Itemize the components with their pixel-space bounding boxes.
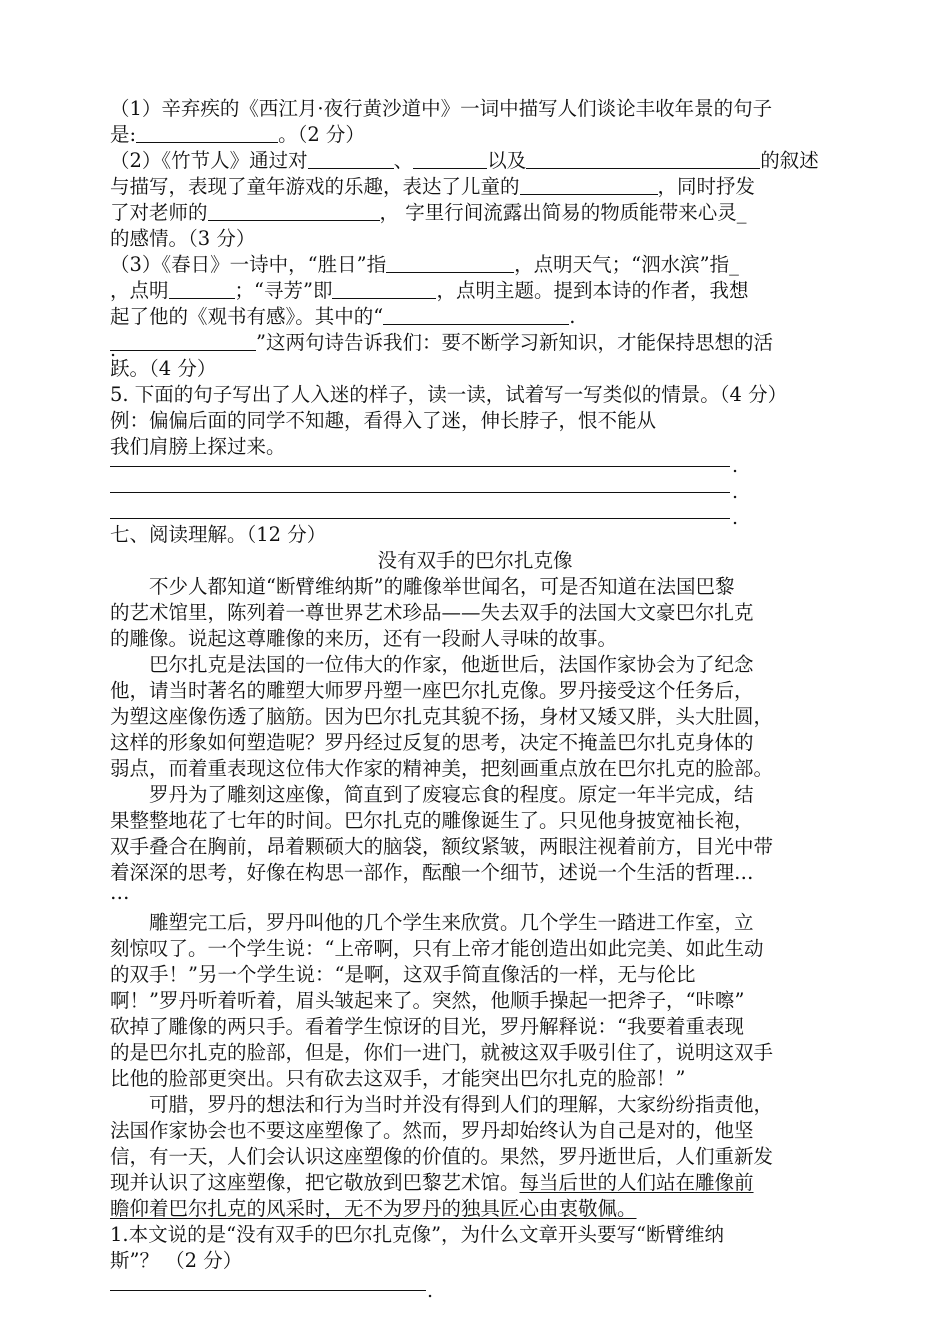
- answer-line[interactable]: [110, 1290, 426, 1291]
- text: （1）辛弃疾的《西江月·夜行黄沙道中》一词中描写人们谈论丰收年景的句子: [110, 97, 773, 120]
- q4-part3-line1: [110, 252, 842, 278]
- article-line: 他，请当时著名的雕塑大师罗丹塑一座巴尔扎克像。罗丹接受这个任务后，: [110, 679, 754, 702]
- question-1-line2: 斯”？ （2 分）: [110, 1249, 243, 1272]
- text: 。（2 分）: [278, 123, 365, 146]
- answer-blank[interactable]: [413, 150, 487, 169]
- text: 的感情。（3 分）: [110, 227, 256, 250]
- answer-blank[interactable]: [308, 150, 394, 169]
- dot-mark: .: [732, 455, 739, 477]
- article-line: 巴尔扎克是法国的一位伟大的作家，他逝世后，法国作家协会为了纪念: [149, 653, 754, 676]
- dot-mark: .: [427, 1280, 434, 1302]
- section-heading: 七、阅读理解。（12 分）: [110, 523, 327, 546]
- article-line: 双手叠合在胸前，昂着颗硕大的脑袋，额纹紧皱，两眼注视着前方，目光中带: [110, 835, 774, 858]
- answer-blank[interactable]: [332, 280, 436, 299]
- q4-part3-line3: [110, 304, 842, 330]
- answer-line[interactable]: [110, 466, 730, 467]
- text: 以及: [487, 149, 527, 172]
- q5-example-line2: 我们肩膀上探过来。: [110, 435, 286, 458]
- underlined-sentence: 瞻仰着巴尔扎克的风采时，无不为罗丹的独具匠心由衷敬佩。: [110, 1197, 637, 1220]
- answer-blank[interactable]: [526, 150, 760, 169]
- text: ，点明: [110, 279, 169, 302]
- article-line: 可腊，罗丹的想法和行为当时并没有得到人们的理解，大家纷纷指责他，: [149, 1093, 774, 1116]
- article-line: 的雕像。说起这尊雕像的来历，还有一段耐人寻味的故事。: [110, 627, 618, 650]
- text: 现并认识了这座塑像，把它敬放到巴黎艺术馆。: [110, 1171, 520, 1194]
- article-line: [110, 1170, 842, 1196]
- text: ， 字里行间流露出简易的物质能带来心灵: [379, 201, 737, 224]
- article-line: 这样的形象如何塑造呢？罗丹经过反复的思考，决定不掩盖巴尔扎克身体的: [110, 731, 754, 754]
- text: _: [736, 201, 747, 224]
- article-line: 信，有一天，人们会认识这座塑像的价值的。果然，罗丹逝世后，人们重新发: [110, 1145, 774, 1168]
- text: 起了他的《观书有感》。其中的“: [110, 305, 384, 328]
- article-line: …: [110, 881, 130, 904]
- article-line: 啊！”罗丹听着听着，眉头皱起来了。突然，他顺手操起一把斧子，“咔嚓”: [110, 989, 745, 1012]
- q4-part2-line3: [110, 200, 842, 226]
- q4-part2-line4: [110, 226, 842, 252]
- article-line: 法国作家协会也不要这座塑像了。然而，罗丹却始终认为自己是对的，他坚: [110, 1119, 754, 1142]
- text: 、: [393, 149, 414, 172]
- answer-line[interactable]: [110, 492, 730, 493]
- q4-part1-line2: [110, 122, 842, 148]
- answer-blank[interactable]: [110, 332, 256, 351]
- article-line: 不少人都知道“断臂维纳斯”的雕像举世闻名，可是否知道在法国巴黎: [149, 575, 735, 598]
- article-line: [110, 1196, 842, 1222]
- dot-mark: .: [732, 507, 739, 529]
- text: _: [729, 253, 739, 276]
- q4-part1-line1: [110, 96, 842, 122]
- answer-line[interactable]: [110, 518, 730, 519]
- text: 的叙述: [760, 149, 819, 172]
- text: ，同时抒发: [657, 175, 756, 198]
- article-line: 刻惊叹了。一个学生说：“上帝啊，只有上帝才能创造出如此完美、如此生动: [110, 937, 764, 960]
- article-line: 为塑这座像伤透了脑筋。因为巴尔扎克其貌不扬，身材又矮又胖，头大肚圆，: [110, 705, 774, 728]
- dot-mark: .: [110, 339, 117, 361]
- question-1-line1: 1.本文说的是“没有双手的巴尔扎克像”，为什么文章开头要写“断臂维纳: [110, 1223, 725, 1246]
- answer-blank[interactable]: [208, 202, 380, 221]
- text: ，点明主题。提到本诗的作者，我想: [436, 279, 749, 302]
- text: 与描写，表现了童年游戏的乐趣，表达了儿童的: [110, 175, 520, 198]
- underlined-sentence: 每当后世的人们站在雕像前: [519, 1171, 754, 1194]
- article-line: 的是巴尔扎克的脸部，但是，你们一进门，就被这双手吸引住了，说明这双手: [110, 1041, 774, 1064]
- answer-blank[interactable]: [386, 254, 514, 273]
- article-line: 弱点，而着重表现这位伟大作家的精神美，把刻画重点放在巴尔扎克的脸部。: [110, 757, 774, 780]
- article-line: 雕塑完工后，罗丹叫他的几个学生来欣赏。几个学生一踏进工作室，立: [149, 911, 754, 934]
- article-line: 果整整地花了七年的时间。巴尔扎克的雕像诞生了。只见他身披宽袖长袍，: [110, 809, 754, 832]
- dot-mark: .: [732, 481, 739, 503]
- article-line: 比他的脸部更突出。只有砍去这双手，才能突出巴尔扎克的脸部！”: [110, 1067, 686, 1090]
- article-title: 没有双手的巴尔扎克像: [377, 549, 573, 572]
- q4-part3-line2: [110, 278, 842, 304]
- text: .: [569, 305, 576, 328]
- q5-prompt: 5. 下面的句子写出了人入迷的样子，读一读，试着写一写类似的情景。（4 分）: [110, 383, 788, 406]
- text: （3）《春日》一诗中，“胜日”指: [110, 253, 387, 276]
- q4-part2-line2: [110, 174, 842, 200]
- answer-blank[interactable]: [136, 124, 278, 143]
- q4-part3-line5: [110, 356, 842, 382]
- text: 是:: [110, 123, 137, 146]
- text: ”这两句诗告诉我们：要不断学习新知识，才能保持思想的活: [256, 331, 773, 354]
- text: 跃。（4 分）: [110, 357, 217, 380]
- text: ；“寻芳”即: [234, 279, 333, 302]
- text: 了对老师的: [110, 201, 208, 224]
- text: ，点明天气；“泗水滨”指: [514, 253, 730, 276]
- article-line: 的艺术馆里，陈列着一尊世界艺术珍品——失去双手的法国大文豪巴尔扎克: [110, 601, 754, 624]
- text: （2）《竹节人》通过对: [110, 149, 308, 172]
- q5-example-line1: 例：偏偏后面的同学不知趣，看得入了迷，伸长脖子，恨不能从: [110, 409, 657, 432]
- article-line: 的双手！”另一个学生说：“是啊，这双手简直像活的一样，无与伦比: [110, 963, 696, 986]
- q4-part2-line1: [110, 148, 842, 174]
- article-line: 砍掉了雕像的两只手。看着学生惊讶的目光，罗丹解释说：“我要着重表现: [110, 1015, 744, 1038]
- article-line: 罗丹为了雕刻这座像，简直到了废寝忘食的程度。原定一年半完成，结: [149, 783, 754, 806]
- answer-blank[interactable]: [383, 306, 569, 325]
- q4-part3-line4: [110, 330, 842, 356]
- answer-blank[interactable]: [169, 280, 235, 299]
- article-line: 着深深的思考，好像在构思一部作，酝酿一个细节，述说一个生活的哲理…: [110, 861, 754, 884]
- answer-blank[interactable]: [520, 176, 658, 195]
